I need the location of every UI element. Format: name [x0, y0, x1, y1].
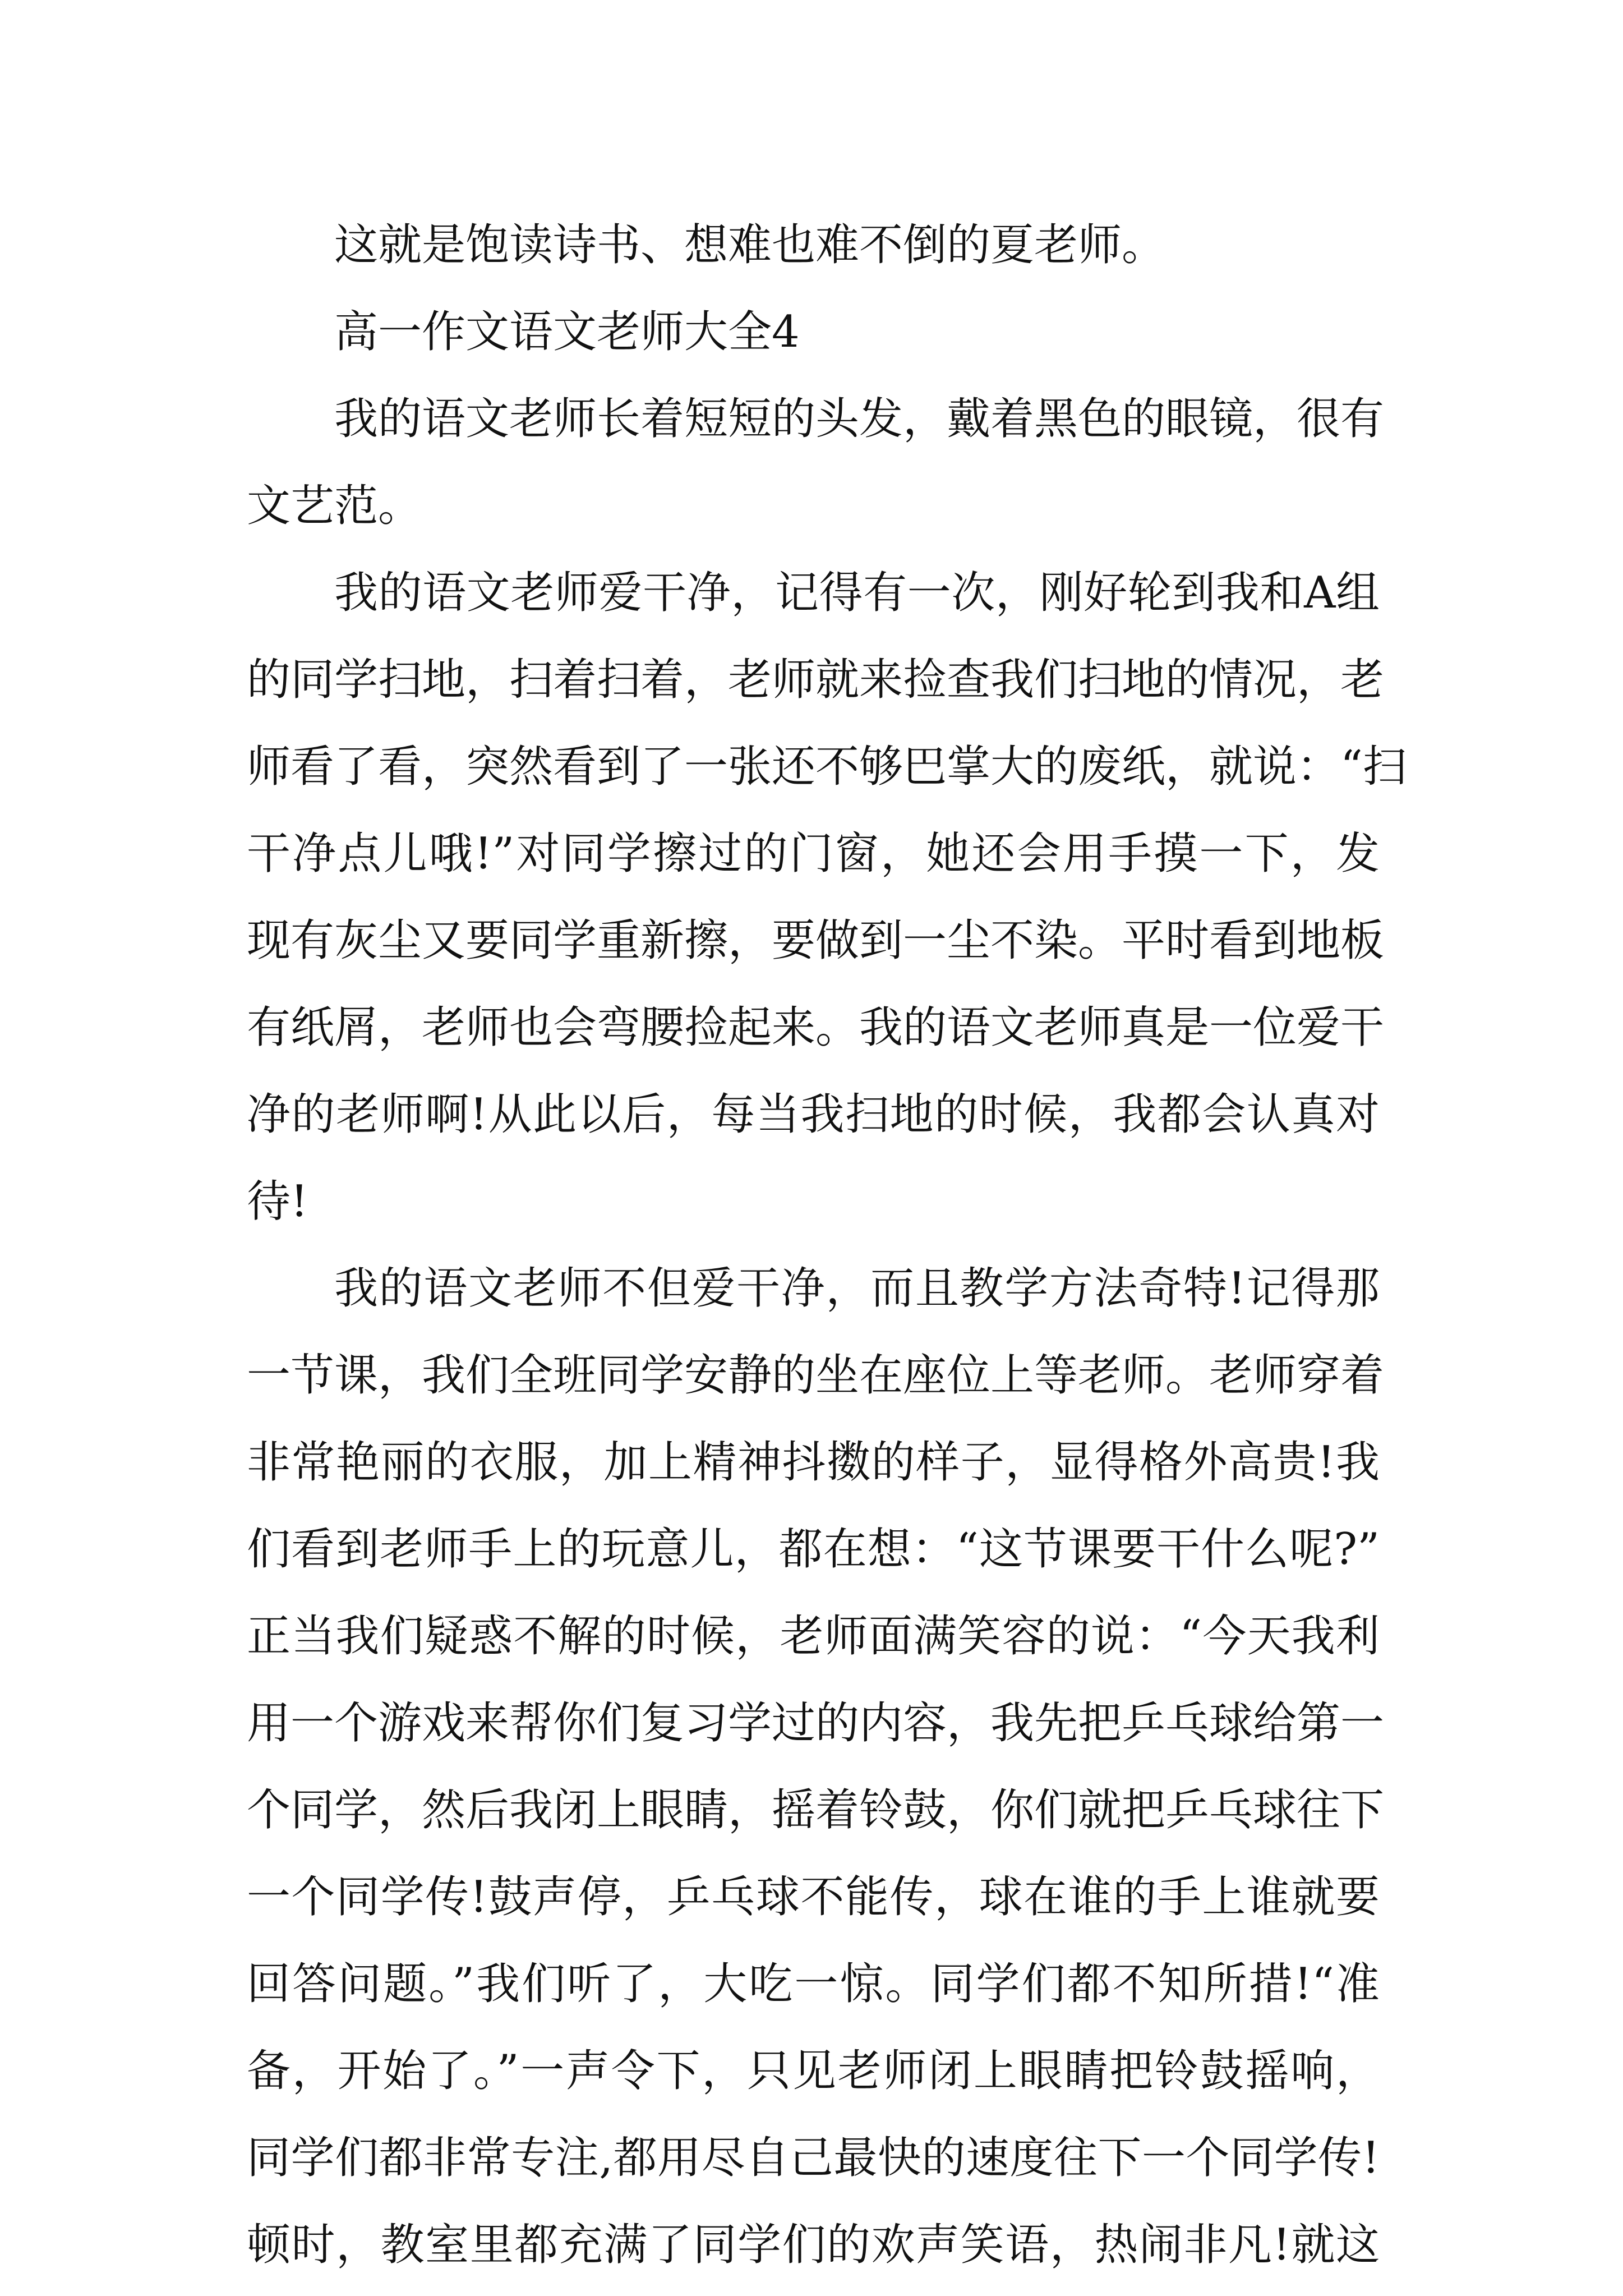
paragraph-line: 有纸屑，老师也会弯腰捡起来。我的语文老师真是一位爱干: [247, 1002, 1385, 1053]
paragraph-line: 师看了看，突然看到了一张还不够巴掌大的废纸，就说：“扫: [247, 742, 1407, 792]
paragraph-line: 我的语文老师爱干净，记得有一次，刚好轮到我和A组: [334, 568, 1380, 618]
paragraph-line: 正当我们疑惑不解的时候，老师面满笑容的说：“今天我利: [247, 1611, 1380, 1662]
paragraph-line: 顿时，教室里都充满了同学们的欢声笑语，热闹非凡!就这: [247, 2220, 1380, 2270]
paragraph-line: 备，开始了。”一声令下，只见老师闭上眼睛把铃鼓摇响，: [247, 2046, 1380, 2096]
essay-body: [247, 202, 1407, 2289]
paragraph-line: 一个同学传!鼓声停，乒乓球不能传，球在谁的手上谁就要: [247, 1872, 1380, 1922]
paragraph-line: 用一个游戏来帮你们复习学过的内容，我先把乒乓球给第一: [247, 1698, 1385, 1749]
paragraph-line: 个同学，然后我闭上眼睛，摇着铃鼓，你们就把乒乓球往下: [247, 1785, 1385, 1835]
paragraph-line: 同学们都非常专注,都用尽自己最快的速度往下一个同学传!: [247, 2133, 1380, 2183]
paragraph-line: 现有灰尘又要同学重新擦，要做到一尘不染。平时看到地板: [247, 915, 1385, 966]
paragraph-line: 们看到老师手上的玩意儿，都在想：“这节课要干什么呢?”: [247, 1524, 1380, 1575]
paragraph-line: 我的语文老师不但爱干净，而且教学方法奇特!记得那: [334, 1263, 1380, 1314]
paragraph-line: 待!: [247, 1176, 308, 1227]
paragraph-line: 一节课，我们全班同学安静的坐在座位上等老师。老师穿着: [247, 1350, 1385, 1401]
paragraph-line: 干净点儿哦!”对同学擦过的门窗，她还会用手摸一下，发: [247, 829, 1380, 879]
paragraph-line: 回答问题。”我们听了，大吃一惊。同学们都不知所措!“准: [247, 1959, 1380, 2009]
paragraph-line: 净的老师啊!从此以后，每当我扫地的时候，我都会认真对: [247, 1089, 1380, 1140]
paragraph-line: 这就是饱读诗书、想难也难不倒的夏老师。: [334, 220, 1166, 270]
paragraph-line: 文艺范。: [247, 481, 422, 531]
paragraph-line: 我的语文老师长着短短的头发，戴着黑色的眼镜，很有: [334, 394, 1385, 444]
section-heading: 高一作文语文老师大全4: [334, 307, 800, 357]
paragraph-line: 非常艳丽的衣服，加上精神抖擞的样子，显得格外高贵!我: [247, 1437, 1380, 1488]
paragraph-line: 的同学扫地，扫着扫着，老师就来捡查我们扫地的情况，老: [247, 655, 1385, 705]
